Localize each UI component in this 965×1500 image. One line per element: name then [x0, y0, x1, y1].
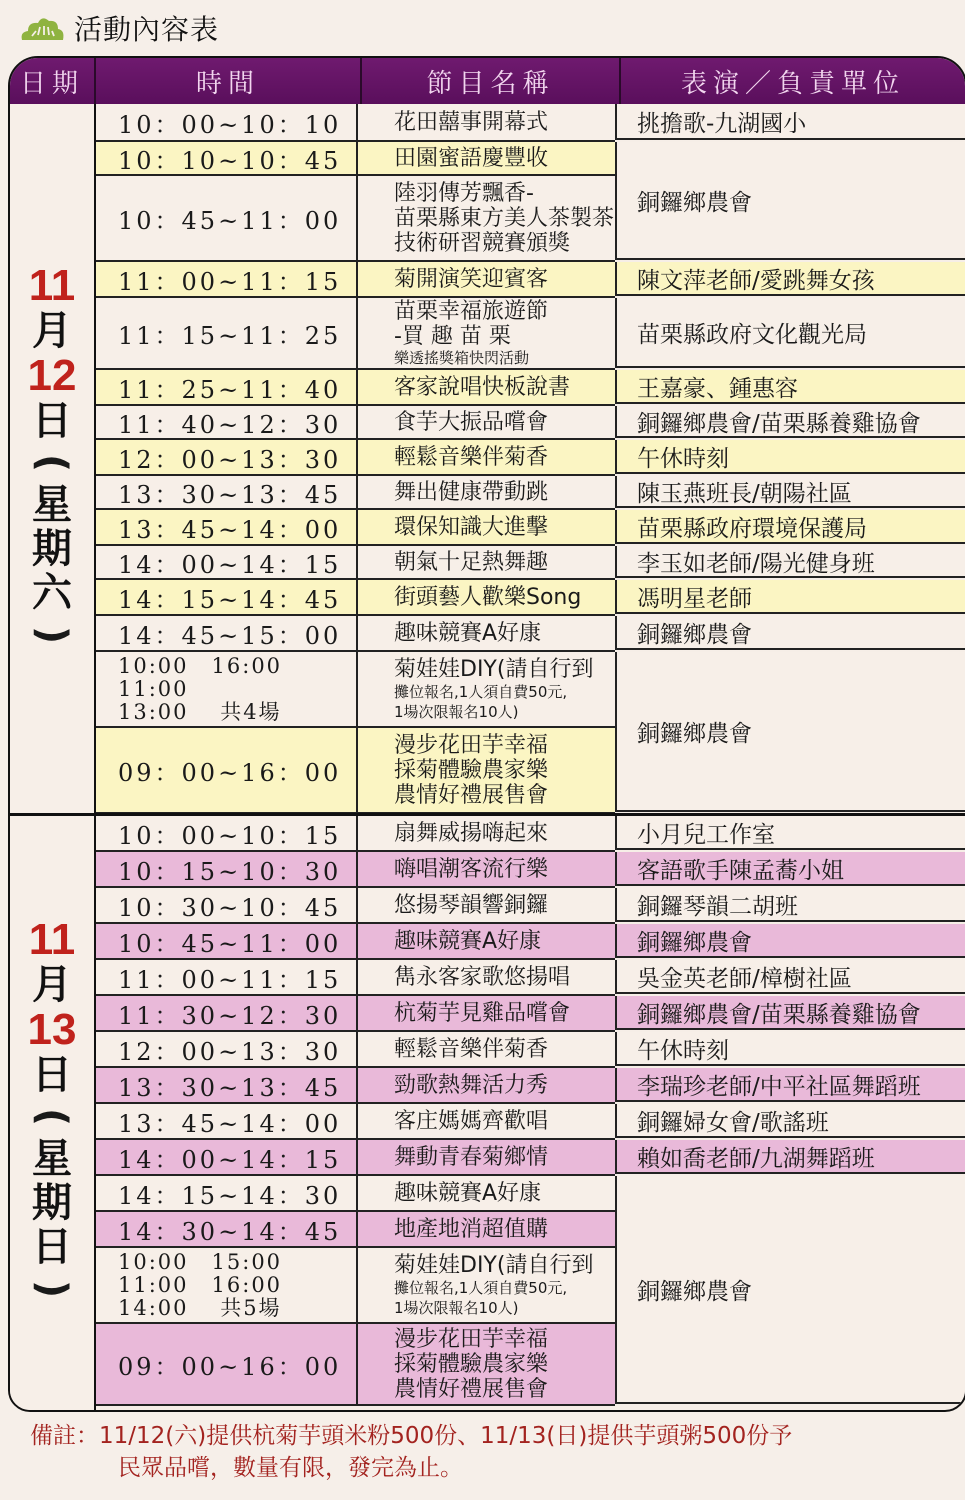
time-cell: 11：30~12：30 — [96, 996, 358, 1030]
program-cell — [358, 176, 615, 260]
month-char: 月 — [32, 307, 72, 354]
program-line: 悠揚琴韻響銅鑼 — [394, 892, 549, 918]
unit-cell: 賴如喬老師/九湖舞蹈班 — [615, 1140, 965, 1174]
program-cell — [358, 262, 615, 296]
program-line: 陸羽傳芳飄香- — [394, 180, 534, 206]
page-header — [18, 8, 219, 48]
time-cell: 13：45~14：00 — [96, 510, 358, 544]
table-row — [96, 1248, 615, 1324]
time-cell: 11：40~12：30 — [96, 406, 358, 438]
table-row — [96, 298, 615, 370]
program-cell — [358, 616, 615, 650]
program-cell — [358, 1176, 615, 1210]
program-line: 攤位報名,1人須自費50元, — [394, 682, 568, 701]
time-cell: 14：00~14：15 — [96, 1140, 358, 1174]
program-line: 樂透搖獎箱快閃活動 — [394, 348, 530, 367]
program-line: 環保知識大進擊 — [394, 514, 549, 540]
time-cell: 12：00~13：30 — [96, 440, 358, 474]
program-cell — [358, 142, 615, 174]
unit-cell: 銅鑼琴韻二胡班 — [615, 888, 965, 922]
program-line: 舞動青春菊鄉情 — [394, 1144, 549, 1170]
program-cell — [358, 1032, 615, 1066]
table-row — [96, 1104, 615, 1140]
table-row — [96, 1324, 615, 1406]
time-cell: 14：30~14：45 — [96, 1212, 358, 1246]
program-cell — [358, 580, 615, 614]
program-line: 菊娃娃DIY(請自行到 — [394, 1252, 594, 1278]
program-cell — [358, 406, 615, 438]
program-line: 花田囍事開幕式 — [394, 109, 549, 135]
program-cell — [358, 960, 615, 994]
time-cell: 12：00~13：30 — [96, 1032, 358, 1066]
program-line: 攤位報名,1人須自費50元, — [394, 1278, 568, 1297]
program-line: 趣味競賽A好康 — [394, 928, 542, 954]
program-line: 1場次限報名10人) — [394, 1298, 519, 1317]
table-row — [96, 406, 615, 440]
table-row — [96, 816, 615, 852]
table-row — [96, 1212, 615, 1248]
program-cell — [358, 546, 615, 578]
weekday-char: 六 — [32, 569, 72, 616]
weekday-char: 期 — [32, 1180, 72, 1226]
program-line: 漫步花田芋幸福 — [394, 732, 549, 758]
program-line: 杭菊芋見雞品嚐會 — [394, 1000, 571, 1026]
program-cell — [358, 1104, 615, 1138]
page-title: 活動內容表 — [74, 13, 220, 46]
time-line: 10:00 15:00 — [118, 1249, 283, 1274]
time-cell: 10：45~11：00 — [96, 176, 358, 260]
unit-cell: 銅鑼鄉農會/苗栗縣養雞協會 — [615, 406, 965, 438]
program-cell — [358, 996, 615, 1030]
unit-cell: 銅鑼鄉農會 — [615, 652, 965, 812]
time-cell: 10：00~10：10 — [96, 104, 358, 140]
day-char: 日 — [32, 397, 72, 444]
time-cell: 14：15~14：45 — [96, 580, 358, 614]
weekday-char: 星 — [32, 1136, 72, 1182]
table-row — [96, 262, 615, 298]
unit-cell: 銅鑼婦女會/歌謠班 — [615, 1104, 965, 1138]
program-cell — [358, 510, 615, 544]
table-row — [96, 176, 615, 262]
program-line: 街頭藝人歡樂Song — [394, 584, 582, 610]
program-line: 地產地消超值購 — [394, 1216, 549, 1242]
program-line: 漫步花田芋幸福 — [394, 1326, 549, 1352]
program-line: 苗栗幸福旅遊節 — [394, 298, 549, 324]
unit-cell: 苗栗縣政府環境保護局 — [615, 510, 965, 544]
unit-cell: 陳玉燕班長/朝陽社區 — [615, 476, 965, 508]
table-row — [96, 728, 615, 814]
time-line: 11:00 16:00 — [118, 1272, 283, 1297]
unit-cell: 午休時刻 — [615, 440, 965, 474]
program-line: 輕鬆音樂伴菊香 — [394, 444, 549, 470]
program-cell — [358, 476, 615, 508]
day-char: 日 — [32, 1052, 72, 1098]
time-cell: 14：00~14：15 — [96, 546, 358, 578]
time-cell: 13：30~13：45 — [96, 1068, 358, 1102]
program-cell — [358, 1140, 615, 1174]
unit-cell: 李玉如老師/陽光健身班 — [615, 546, 965, 578]
program-line: 1場次限報名10人) — [394, 702, 519, 721]
program-line: 趣味競賽A好康 — [394, 620, 542, 646]
col-program: 節目名稱 — [362, 58, 621, 104]
table-header — [10, 58, 965, 106]
table-row — [96, 616, 615, 652]
program-cell — [358, 852, 615, 886]
schedule-table — [8, 56, 965, 1412]
program-line: 嗨唱潮客流行樂 — [394, 856, 549, 882]
program-cell — [358, 816, 615, 850]
time-cell: 10：10~10：45 — [96, 142, 358, 174]
program-line: 舞出健康帶動跳 — [394, 479, 549, 505]
footnote-line: 備註：11/12(六)提供杭菊芋頭米粉500份、11/13(日)提供芋頭粥500份予 — [30, 1423, 793, 1449]
unit-cell: 挑擔歌-九湖國小 — [615, 104, 965, 140]
time-cell — [96, 1248, 358, 1322]
program-cell — [358, 104, 615, 140]
time-line: 14:00 共5場 — [118, 1295, 282, 1320]
program-line: 趣味競賽A好康 — [394, 1180, 542, 1206]
paren-open: ( — [29, 453, 75, 472]
unit-cell: 王嘉豪、鍾惠容 — [615, 370, 965, 404]
time-cell — [96, 652, 358, 726]
program-line: -買 趣 苗 栗 — [394, 323, 511, 349]
program-line: 農情好禮展售會 — [394, 782, 549, 808]
time-cell: 14：15~14：30 — [96, 1176, 358, 1210]
month-number: 11 — [28, 915, 76, 964]
col-unit: 表演／負責單位 — [680, 68, 905, 99]
table-row — [96, 1140, 615, 1176]
unit-cell: 馮明星老師 — [615, 580, 965, 614]
table-row — [96, 1068, 615, 1104]
program-cell — [358, 888, 615, 922]
time-cell: 09：00~16：00 — [96, 1324, 358, 1404]
month-number: 11 — [28, 260, 76, 310]
program-cell — [358, 924, 615, 958]
footnote-line: 民眾品嚐，數量有限，發完為止。 — [118, 1455, 463, 1481]
col-date: 日期 — [10, 58, 96, 104]
table-row — [96, 1032, 615, 1068]
unit-cell: 午休時刻 — [615, 1032, 965, 1066]
table-row — [96, 370, 615, 406]
unit-cell: 銅鑼鄉農會 — [615, 142, 965, 260]
table-row — [96, 960, 615, 996]
time-line: 11:00 — [118, 676, 189, 701]
table-row — [96, 580, 615, 616]
program-line: 勁歌熱舞活力秀 — [394, 1072, 549, 1098]
time-cell: 10：45~11：00 — [96, 924, 358, 958]
table-row — [96, 510, 615, 546]
table-row — [96, 476, 615, 510]
program-line: 採菊體驗農家樂 — [394, 1351, 549, 1377]
program-line: 客家說唱快板說書 — [394, 374, 571, 400]
weekday-char: 日 — [32, 1224, 72, 1270]
program-cell — [358, 652, 615, 726]
day-section-1 — [10, 104, 965, 813]
table-row — [96, 852, 615, 888]
day-section-2 — [10, 816, 965, 1410]
table-row — [96, 888, 615, 924]
unit-cell: 吳金英老師/樟樹社區 — [615, 960, 965, 994]
unit-cell: 銅鑼鄉農會 — [615, 616, 965, 650]
program-line: 農情好禮展售會 — [394, 1376, 549, 1402]
unit-cell: 客語歌手陳孟蕎小姐 — [615, 852, 965, 886]
time-cell: 13：45~14：00 — [96, 1104, 358, 1138]
program-line: 苗栗縣東方美人茶製茶 — [394, 205, 615, 231]
unit-cell: 陳文萍老師/愛跳舞女孩 — [615, 262, 965, 296]
col-time: 時間 — [96, 58, 362, 104]
paren-close: ) — [29, 1279, 75, 1299]
program-cell — [358, 728, 615, 812]
table-row — [96, 1176, 615, 1212]
unit-cell: 銅鑼鄉農會 — [615, 924, 965, 958]
footnote — [30, 1420, 950, 1484]
program-line: 食芋大振品嚐會 — [394, 409, 549, 435]
program-line: 菊開演笑迎賓客 — [394, 266, 549, 292]
program-cell — [358, 1324, 615, 1404]
time-cell: 10：30~10：45 — [96, 888, 358, 922]
program-line: 客庄媽媽齊歡唱 — [394, 1108, 549, 1134]
unit-cell: 苗栗縣政府文化觀光局 — [615, 298, 965, 368]
unit-cell: 李瑞珍老師/中平社區舞蹈班 — [615, 1068, 965, 1102]
program-line: 輕鬆音樂伴菊香 — [394, 1036, 549, 1062]
paren-close: ) — [29, 625, 75, 644]
time-cell: 11：00~11：15 — [96, 262, 358, 296]
program-line: 菊娃娃DIY(請自行到 — [394, 656, 594, 682]
unit-cell: 銅鑼鄉農會/苗栗縣養雞協會 — [615, 996, 965, 1030]
program-cell — [358, 440, 615, 474]
program-cell — [358, 298, 615, 368]
program-cell — [358, 1068, 615, 1102]
table-row — [96, 996, 615, 1032]
program-line: 採菊體驗農家樂 — [394, 757, 549, 783]
table-row — [96, 652, 615, 728]
program-line: 朝氣十足熱舞趣 — [394, 549, 549, 575]
table-row — [96, 104, 615, 142]
time-cell: 10：00~10：15 — [96, 816, 358, 850]
date-label — [10, 104, 96, 813]
time-cell: 09：00~16：00 — [96, 728, 358, 812]
time-cell: 11：25~11：40 — [96, 370, 358, 404]
program-line: 扇舞威揚嗨起來 — [394, 820, 549, 846]
month-char: 月 — [32, 962, 72, 1008]
time-cell: 10：15~10：30 — [96, 852, 358, 886]
time-cell: 11：15~11：25 — [96, 298, 358, 368]
day-number: 12 — [27, 350, 77, 400]
program-cell — [358, 1248, 615, 1322]
unit-cell: 小月兒工作室 — [615, 816, 965, 850]
time-cell: 11：00~11：15 — [96, 960, 358, 994]
table-row — [96, 546, 615, 580]
program-line: 雋永客家歌悠揚唱 — [394, 964, 571, 990]
time-cell: 14：45~15：00 — [96, 616, 358, 650]
time-line: 13:00 共4場 — [118, 699, 282, 724]
weekday-char: 期 — [32, 525, 72, 572]
table-row — [96, 924, 615, 960]
table-row — [96, 142, 615, 176]
table-row — [96, 440, 615, 476]
program-cell — [358, 370, 615, 404]
pine-cloud-icon — [18, 12, 66, 44]
program-line: 技術研習競賽頒獎 — [394, 230, 571, 256]
time-cell: 13：30~13：45 — [96, 476, 358, 508]
day-number: 13 — [27, 1005, 77, 1054]
program-cell — [358, 1212, 615, 1246]
weekday-char: 星 — [32, 481, 72, 528]
date-label — [10, 816, 96, 1410]
unit-cell: 銅鑼鄉農會 — [615, 1176, 965, 1404]
time-line: 10:00 16:00 — [118, 653, 283, 678]
program-line: 田園蜜語慶豐收 — [394, 145, 549, 171]
paren-open: ( — [29, 1107, 75, 1127]
